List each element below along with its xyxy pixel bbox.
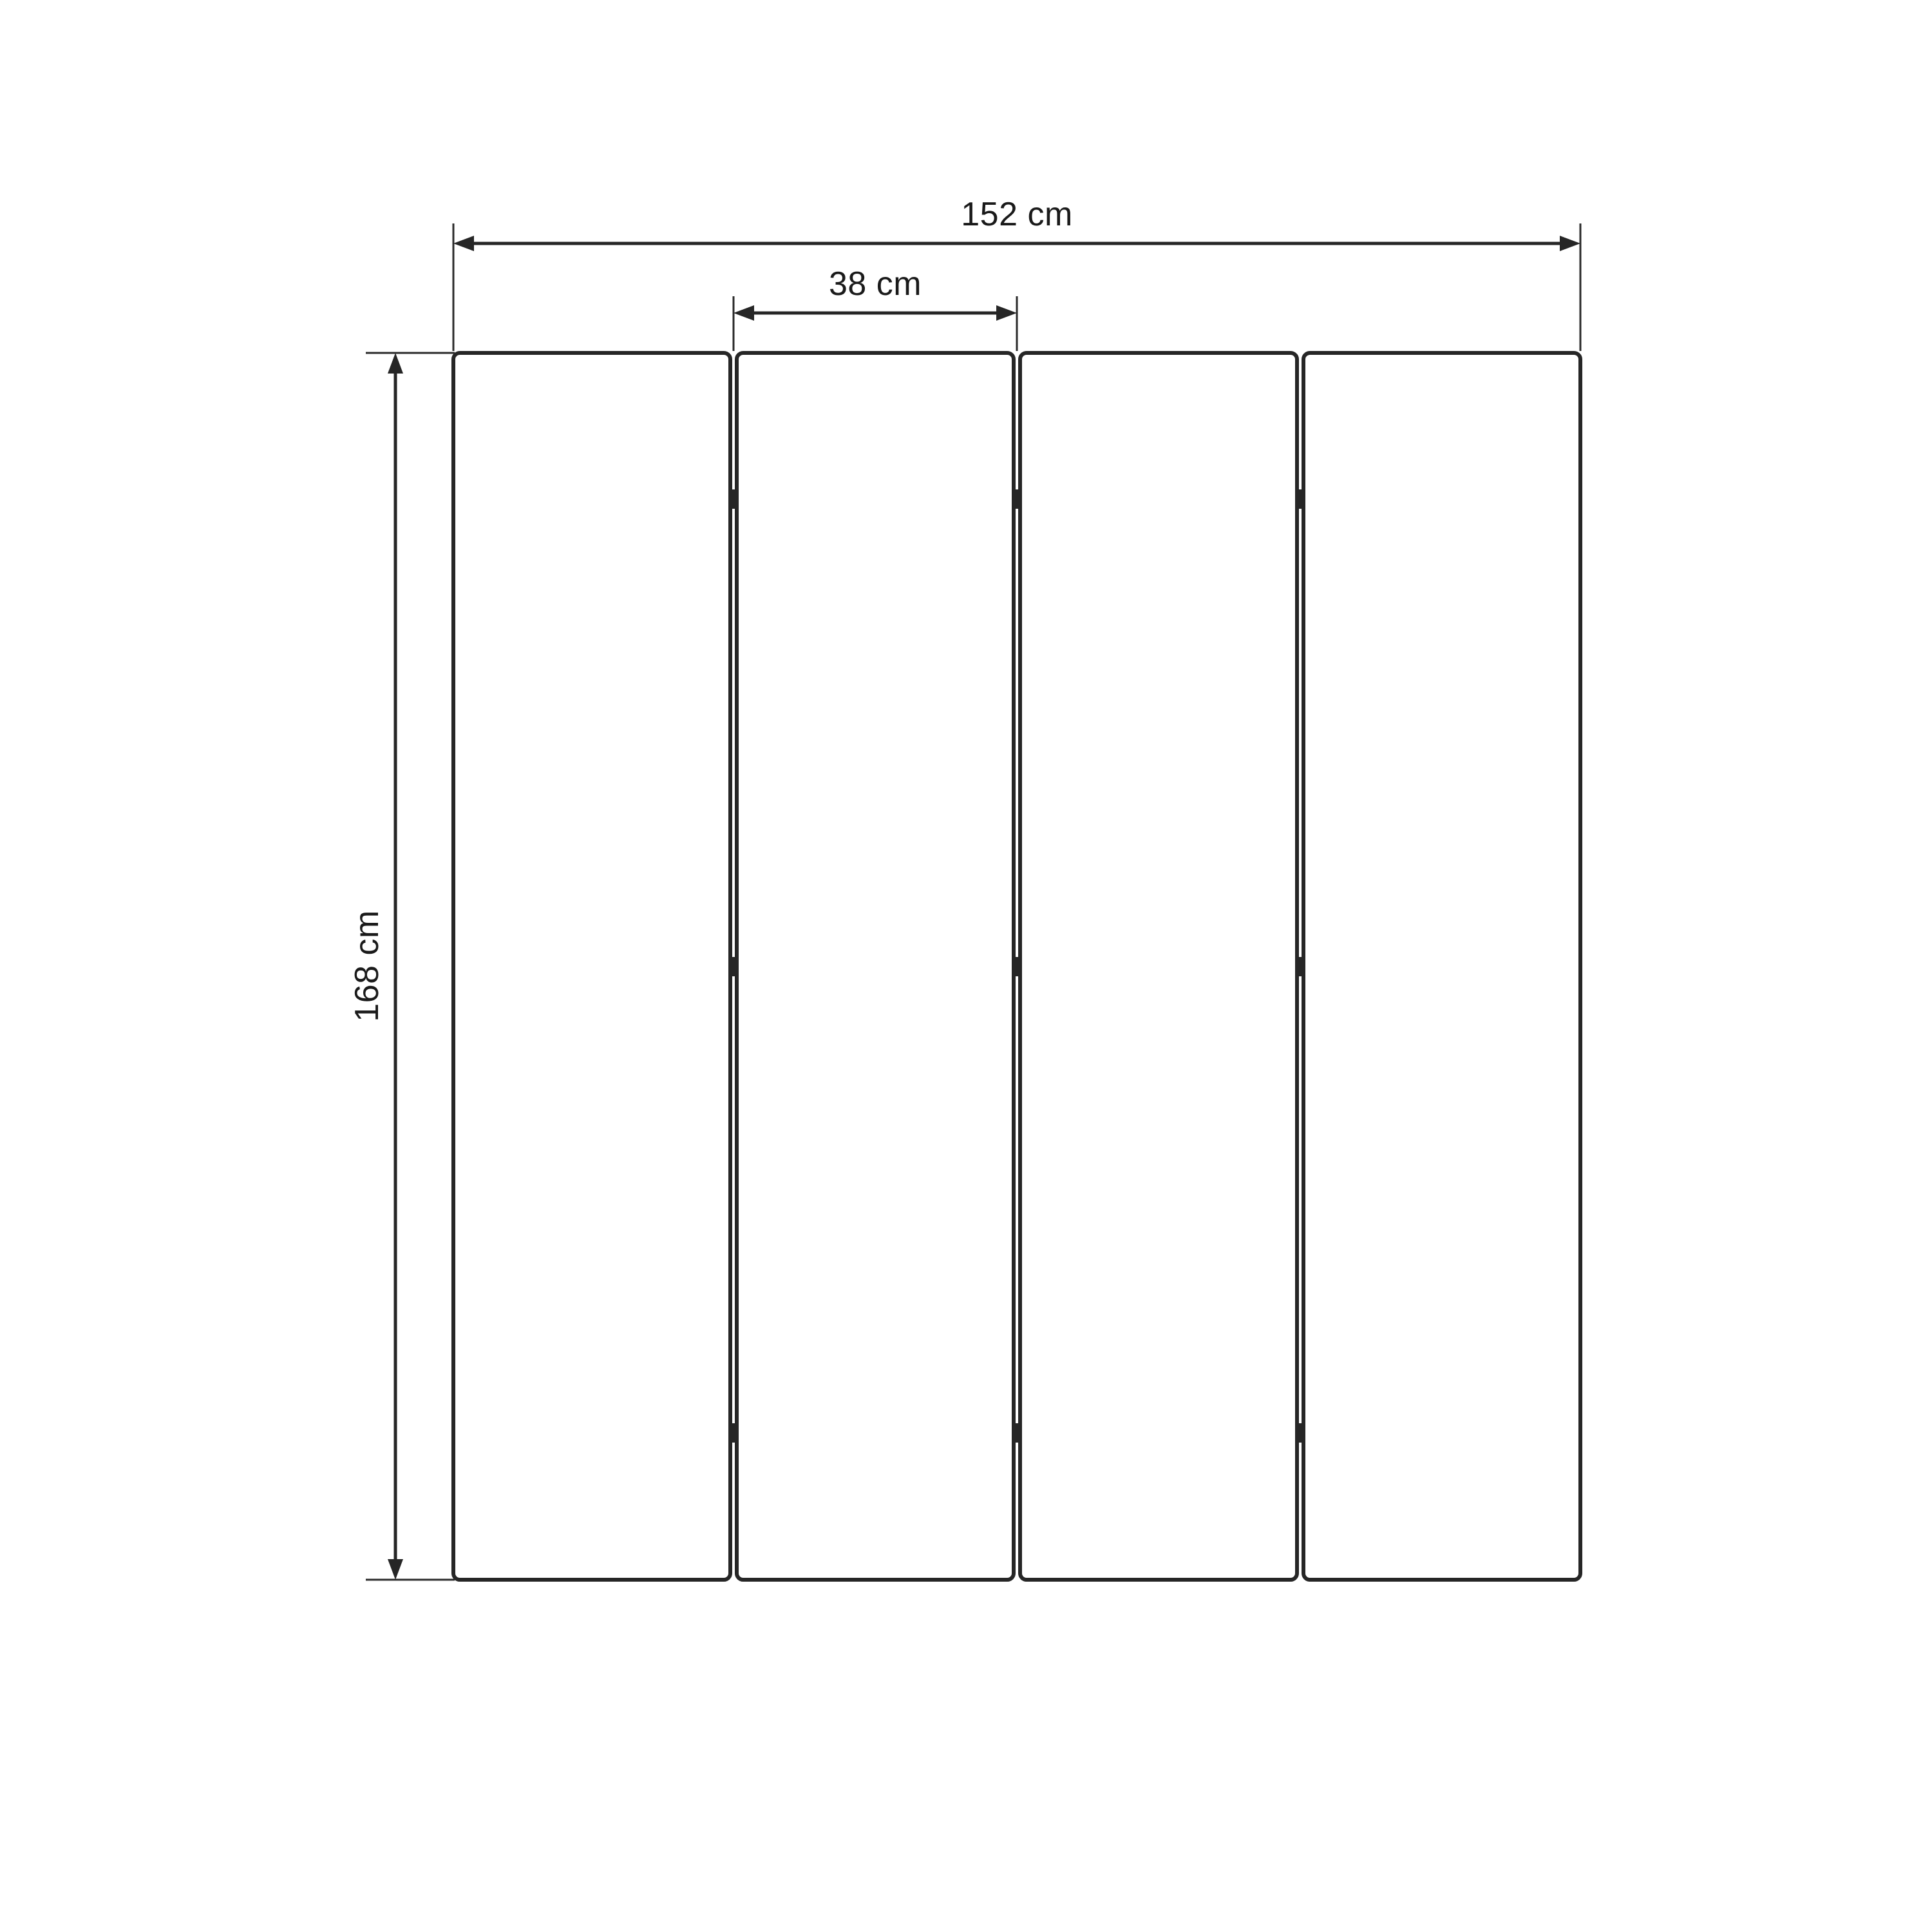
panel-1 (453, 353, 730, 1580)
hinge-gap3-bottom (1296, 1423, 1305, 1443)
hinge-gap3-top (1296, 489, 1305, 509)
panel-3 (1020, 353, 1297, 1580)
hinge-gap1-top (729, 489, 738, 509)
panel-width-label: 38 cm (828, 265, 922, 303)
total-width-label: 152 cm (961, 196, 1073, 233)
hinge-gap3-middle (1296, 957, 1305, 976)
panel-4 (1303, 353, 1580, 1580)
panel-2 (737, 353, 1014, 1580)
height-label: 168 cm (348, 910, 386, 1022)
hinge-gap2-bottom (1012, 1423, 1021, 1443)
hinge-gap2-top (1012, 489, 1021, 509)
hinge-gap1-middle (729, 957, 738, 976)
hinge-gap1-bottom (729, 1423, 738, 1443)
hinge-gap2-middle (1012, 957, 1021, 976)
